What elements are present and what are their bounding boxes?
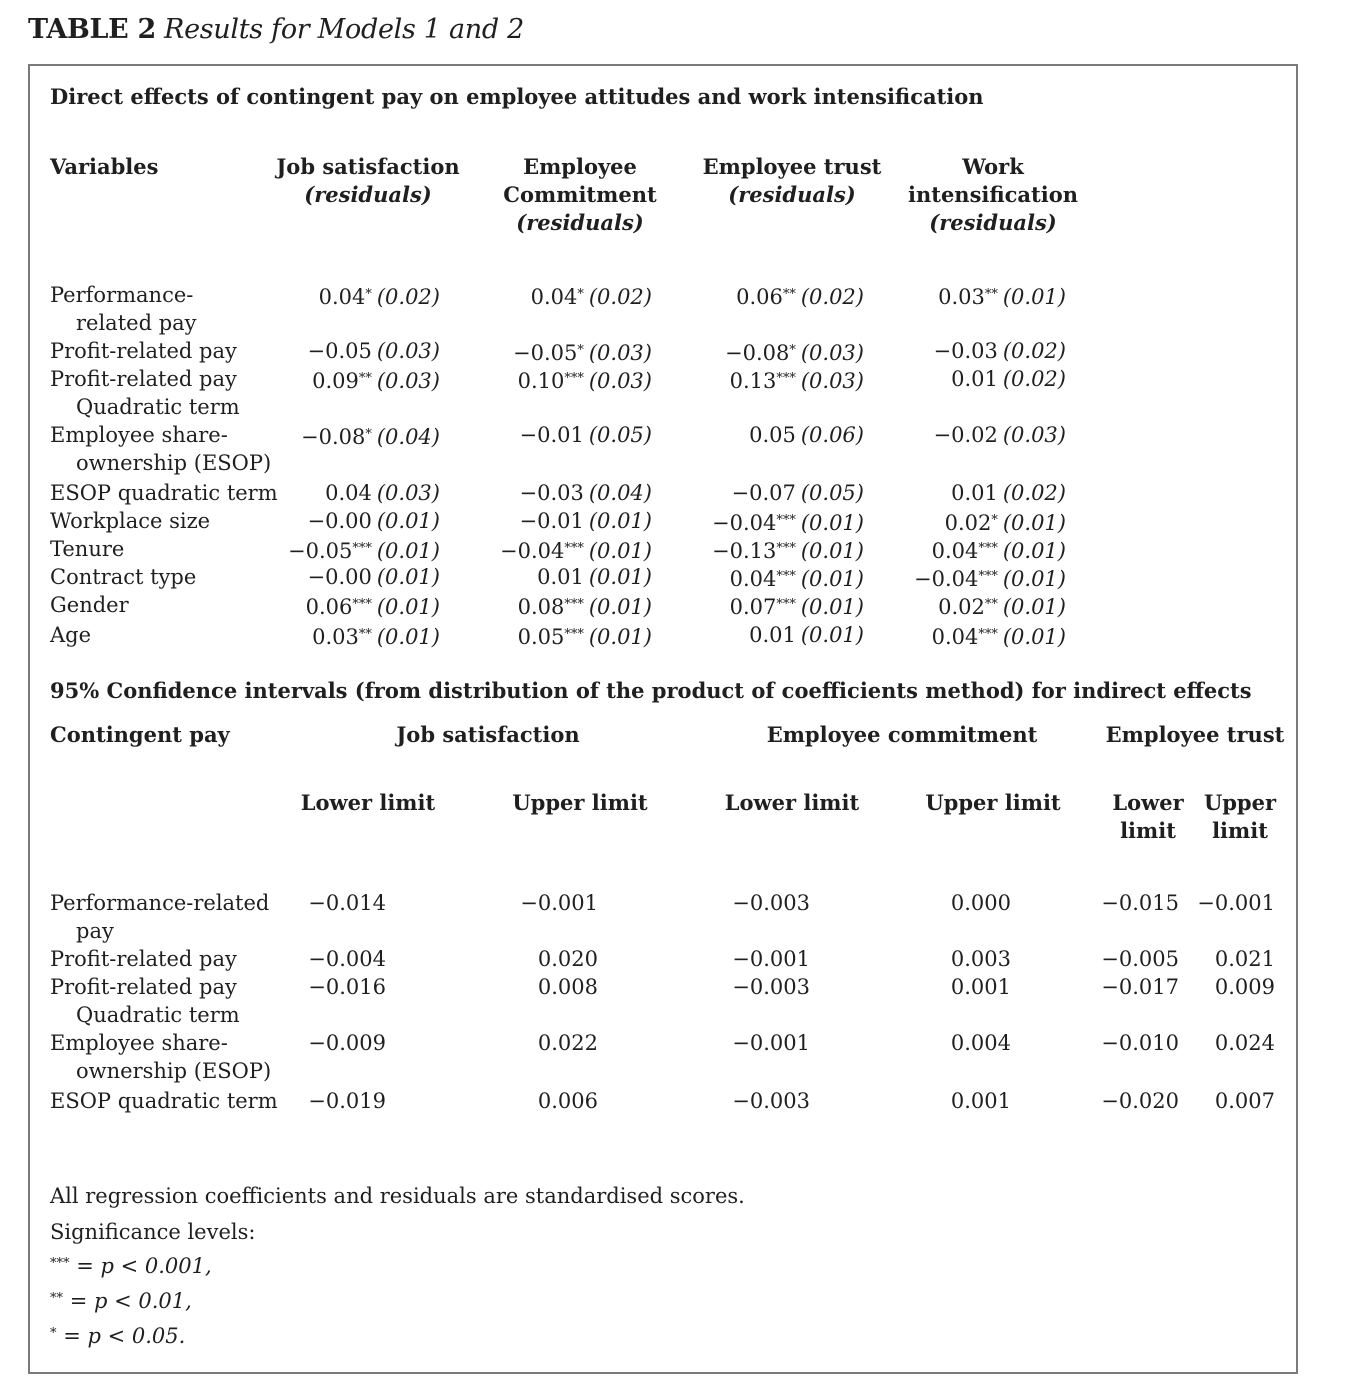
significance-stars: ***: [564, 371, 584, 386]
header-c2-line1: Employee: [523, 154, 637, 179]
ci-value-cell: −0.003: [732, 1089, 810, 1113]
standard-error: (0.05): [800, 481, 864, 505]
coefficient-cell: 0.03** (0.01): [312, 625, 440, 649]
coefficient-cell: 0.01 (0.01): [537, 565, 652, 589]
header-et-upper-l2: limit: [1212, 818, 1268, 843]
header-ci-employee-commitment: Employee commitment: [766, 722, 1038, 747]
standard-error: (0.01): [588, 625, 652, 649]
ci-value-cell: −0.010: [1101, 1031, 1179, 1055]
table-frame: [28, 64, 1298, 1374]
standard-error: (0.04): [588, 481, 652, 505]
ci-value-cell: 0.007: [1214, 1089, 1275, 1113]
coefficient-cell: 0.04 (0.03): [325, 481, 440, 505]
row-label-line1: Tenure: [50, 537, 125, 561]
ci-value-cell: −0.020: [1101, 1089, 1179, 1113]
note-sig-01-text: = p < 0.01,: [69, 1289, 192, 1313]
standard-error: (0.01): [1002, 567, 1066, 591]
significance-stars: *: [577, 343, 584, 358]
significance-stars: ***: [776, 569, 796, 584]
significance-stars: **: [782, 287, 796, 302]
ci-value-cell: 0.001: [950, 1089, 1011, 1113]
standard-error: (0.03): [588, 369, 652, 393]
row-label-line1: ESOP quadratic term: [50, 481, 278, 505]
note-sig-001-text: = p < 0.001,: [76, 1254, 212, 1278]
row-label-line1: Age: [50, 623, 92, 647]
standard-error: (0.06): [800, 423, 864, 447]
coefficient-cell: −0.05* (0.03): [512, 341, 652, 365]
header-ec-lower: Lower limit: [724, 790, 860, 815]
header-ec-upper: Upper limit: [925, 790, 1061, 815]
ci-value-cell: −0.015: [1101, 891, 1179, 915]
coefficient-cell: −0.08* (0.03): [724, 341, 864, 365]
standard-error: (0.01): [376, 565, 440, 589]
ci-row-label: [50, 945, 290, 973]
note-sig-001-stars: ***: [50, 1256, 70, 1271]
header-c4-line2: intensification: [908, 182, 1078, 207]
ci-value-cell: 0.001: [950, 975, 1011, 999]
ci-value-cell: 0.022: [537, 1031, 598, 1055]
header-js-upper: Upper limit: [512, 790, 648, 815]
header-c1-line2: (residuals): [304, 182, 432, 207]
section1-heading: Direct effects of contingent pay on employee attitudes and work intensification: [50, 84, 984, 109]
note-sig-001: [50, 1254, 212, 1278]
ci-value-cell: −0.005: [1101, 947, 1179, 971]
coefficient-cell: 0.06*** (0.01): [305, 595, 440, 619]
significance-stars: ***: [776, 371, 796, 386]
standard-error: (0.01): [376, 625, 440, 649]
table-label: TABLE 2: [28, 14, 157, 45]
ci-row-label-line1: ESOP quadratic term: [50, 1089, 278, 1113]
row-label-line2: ownership (ESOP): [76, 451, 272, 475]
standard-error: (0.03): [588, 341, 652, 365]
ci-value-cell: 0.021: [1214, 947, 1275, 971]
standard-error: (0.01): [1002, 285, 1066, 309]
ci-row-label-line1: Profit-related pay: [50, 947, 237, 971]
standard-error: (0.01): [588, 595, 652, 619]
ci-value-cell: 0.000: [950, 891, 1011, 915]
standard-error: (0.02): [1002, 481, 1066, 505]
coefficient-cell: −0.03 (0.02): [933, 339, 1066, 363]
coefficient-cell: 0.02* (0.01): [944, 511, 1066, 535]
ci-row-label-line2: pay: [76, 919, 114, 943]
coefficient-cell: 0.04* (0.02): [318, 285, 440, 309]
coefficient-cell: 0.10*** (0.03): [517, 369, 652, 393]
coefficient-cell: 0.07*** (0.01): [729, 595, 864, 619]
header-et-lower-l1: Lower: [1112, 790, 1184, 815]
coefficient-cell: −0.13*** (0.01): [711, 539, 864, 563]
coefficient-cell: 0.04*** (0.01): [729, 567, 864, 591]
significance-stars: ***: [352, 541, 372, 556]
ci-value-cell: −0.014: [308, 891, 386, 915]
coefficient-cell: −0.00 (0.01): [307, 509, 440, 533]
standard-error: (0.01): [800, 623, 864, 647]
table-title: [28, 14, 524, 45]
row-label-line1: Employee share-: [50, 423, 228, 447]
ci-row-label-line1: Performance-related: [50, 891, 270, 915]
ci-row-label-line1: Employee share-: [50, 1031, 228, 1055]
coefficient-cell: −0.07 (0.05): [731, 481, 864, 505]
significance-stars: ***: [978, 569, 998, 584]
standard-error: (0.04): [376, 425, 440, 449]
coefficient-cell: 0.01 (0.01): [749, 623, 864, 647]
ci-value-cell: 0.008: [537, 975, 598, 999]
significance-stars: ***: [564, 627, 584, 642]
ci-value-cell: 0.020: [537, 947, 598, 971]
ci-row-label-line2: ownership (ESOP): [76, 1059, 272, 1083]
ci-value-cell: −0.016: [308, 975, 386, 999]
coefficient-cell: −0.04*** (0.01): [711, 511, 864, 535]
significance-stars: **: [984, 287, 998, 302]
coefficient-cell: 0.09** (0.03): [312, 369, 440, 393]
significance-stars: **: [358, 627, 372, 642]
standard-error: (0.05): [588, 423, 652, 447]
note-standardised: All regression coefficients and residuals are standardised scores.: [50, 1184, 745, 1208]
significance-stars: ***: [776, 597, 796, 612]
significance-stars: **: [984, 597, 998, 612]
coefficient-cell: 0.05 (0.06): [749, 423, 864, 447]
ci-value-cell: −0.017: [1101, 975, 1179, 999]
standard-error: (0.03): [1002, 423, 1066, 447]
table-caption: Results for Models 1 and 2: [164, 14, 524, 45]
coefficient-cell: −0.02 (0.03): [933, 423, 1066, 447]
ci-row-label-line1: Profit-related pay: [50, 975, 237, 999]
standard-error: (0.02): [588, 285, 652, 309]
row-label-line1: Contract type: [50, 565, 197, 589]
header-et-upper: [1200, 789, 1280, 845]
note-sig-05: [50, 1324, 185, 1348]
ci-row-label: [50, 1087, 290, 1115]
ci-value-cell: 0.006: [537, 1089, 598, 1113]
header-ci-employee-trust: Employee trust: [1105, 722, 1285, 747]
section2-heading: 95% Confidence intervals (from distribution of the product of coefficients method) for indirect effects: [50, 678, 1252, 703]
standard-error: (0.01): [1002, 625, 1066, 649]
ci-value-cell: −0.004: [308, 947, 386, 971]
standard-error: (0.01): [1002, 539, 1066, 563]
note-sig-05-stars: *: [50, 1326, 57, 1341]
header-job-satisfaction: [268, 153, 468, 209]
header-et-lower-l2: limit: [1120, 818, 1176, 843]
ci-row-label: [50, 1029, 290, 1085]
standard-error: (0.03): [376, 481, 440, 505]
ci-value-cell: −0.009: [308, 1031, 386, 1055]
standard-error: (0.01): [588, 539, 652, 563]
significance-stars: *: [991, 513, 998, 528]
standard-error: (0.01): [1002, 511, 1066, 535]
row-label-line1: Performance-: [50, 283, 194, 307]
row-label-line1: Profit-related pay: [50, 367, 237, 391]
significance-stars: *: [577, 287, 584, 302]
standard-error: (0.01): [376, 595, 440, 619]
standard-error: (0.03): [376, 339, 440, 363]
note-sig-01: [50, 1289, 192, 1313]
row-label-line2: related pay: [76, 311, 197, 335]
standard-error: (0.01): [1002, 595, 1066, 619]
coefficient-cell: −0.03 (0.04): [519, 481, 652, 505]
header-employee-commitment: [480, 153, 680, 237]
coefficient-cell: −0.08* (0.04): [300, 425, 440, 449]
header-contingent-pay: Contingent pay: [50, 722, 230, 747]
header-work-intensification: [893, 153, 1093, 237]
ci-value-cell: −0.001: [732, 947, 810, 971]
coefficient-cell: 0.04*** (0.01): [931, 539, 1066, 563]
standard-error: (0.02): [1002, 339, 1066, 363]
standard-error: (0.03): [800, 369, 864, 393]
note-sig-01-stars: **: [50, 1291, 63, 1306]
standard-error: (0.02): [800, 285, 864, 309]
significance-stars: ***: [564, 541, 584, 556]
ci-value-cell: 0.009: [1214, 975, 1275, 999]
header-c2-line3: (residuals): [516, 210, 644, 235]
header-js-lower: Lower limit: [300, 790, 436, 815]
ci-value-cell: 0.024: [1214, 1031, 1275, 1055]
standard-error: (0.03): [376, 369, 440, 393]
header-c1-line1: Job satisfaction: [276, 154, 460, 179]
row-label-line1: Profit-related pay: [50, 339, 237, 363]
header-c3-line2: (residuals): [728, 182, 856, 207]
significance-stars: ***: [776, 541, 796, 556]
note-sig-05-text: = p < 0.05.: [63, 1324, 186, 1348]
row-label-line2: Quadratic term: [76, 395, 240, 419]
significance-stars: ***: [352, 597, 372, 612]
coefficient-cell: −0.05*** (0.01): [287, 539, 440, 563]
note-significance: Significance levels:: [50, 1220, 256, 1244]
ci-row-label: [50, 889, 290, 945]
standard-error: (0.01): [376, 539, 440, 563]
standard-error: (0.01): [588, 565, 652, 589]
coefficient-cell: 0.04*** (0.01): [931, 625, 1066, 649]
header-et-upper-l1: Upper: [1203, 790, 1277, 815]
standard-error: (0.01): [800, 567, 864, 591]
significance-stars: *: [789, 343, 796, 358]
significance-stars: *: [365, 427, 372, 442]
coefficient-cell: 0.06** (0.02): [736, 285, 864, 309]
coefficient-cell: −0.00 (0.01): [307, 565, 440, 589]
coefficient-cell: 0.01 (0.02): [951, 367, 1066, 391]
header-variables: Variables: [50, 154, 159, 179]
header-c3-line1: Employee trust: [702, 154, 882, 179]
coefficient-cell: −0.04*** (0.01): [913, 567, 1066, 591]
coefficient-cell: 0.05*** (0.01): [517, 625, 652, 649]
coefficient-cell: 0.08*** (0.01): [517, 595, 652, 619]
coefficient-cell: −0.01 (0.01): [519, 509, 652, 533]
coefficient-cell: 0.13*** (0.03): [729, 369, 864, 393]
significance-stars: **: [358, 371, 372, 386]
coefficient-cell: −0.01 (0.05): [519, 423, 652, 447]
ci-value-cell: −0.003: [732, 891, 810, 915]
standard-error: (0.03): [800, 341, 864, 365]
standard-error: (0.01): [588, 509, 652, 533]
standard-error: (0.01): [800, 595, 864, 619]
standard-error: (0.01): [800, 539, 864, 563]
significance-stars: ***: [776, 513, 796, 528]
header-c4-line3: (residuals): [929, 210, 1057, 235]
significance-stars: ***: [978, 541, 998, 556]
header-et-lower: [1108, 789, 1188, 845]
standard-error: (0.01): [376, 509, 440, 533]
ci-value-cell: 0.003: [950, 947, 1011, 971]
header-c4-line1: Work: [962, 154, 1024, 179]
coefficient-cell: −0.05 (0.03): [307, 339, 440, 363]
header-employee-trust: [692, 153, 892, 209]
coefficient-cell: 0.01 (0.02): [951, 481, 1066, 505]
header-ci-job-satisfaction: Job satisfaction: [396, 722, 580, 747]
significance-stars: ***: [978, 627, 998, 642]
row-label-line1: Workplace size: [50, 509, 211, 533]
standard-error: (0.02): [376, 285, 440, 309]
coefficient-cell: 0.02** (0.01): [938, 595, 1066, 619]
ci-value-cell: −0.019: [308, 1089, 386, 1113]
ci-value-cell: −0.001: [520, 891, 598, 915]
coefficient-cell: 0.03** (0.01): [938, 285, 1066, 309]
standard-error: (0.01): [800, 511, 864, 535]
standard-error: (0.02): [1002, 367, 1066, 391]
significance-stars: *: [365, 287, 372, 302]
row-label-line1: Gender: [50, 593, 129, 617]
ci-value-cell: −0.001: [1197, 891, 1275, 915]
ci-value-cell: −0.001: [732, 1031, 810, 1055]
coefficient-cell: 0.04* (0.02): [530, 285, 652, 309]
header-c2-line2: Commitment: [503, 182, 657, 207]
ci-value-cell: 0.004: [950, 1031, 1011, 1055]
coefficient-cell: −0.04*** (0.01): [499, 539, 652, 563]
ci-row-label: [50, 973, 290, 1029]
ci-value-cell: −0.003: [732, 975, 810, 999]
ci-row-label-line2: Quadratic term: [76, 1003, 240, 1027]
significance-stars: ***: [564, 597, 584, 612]
